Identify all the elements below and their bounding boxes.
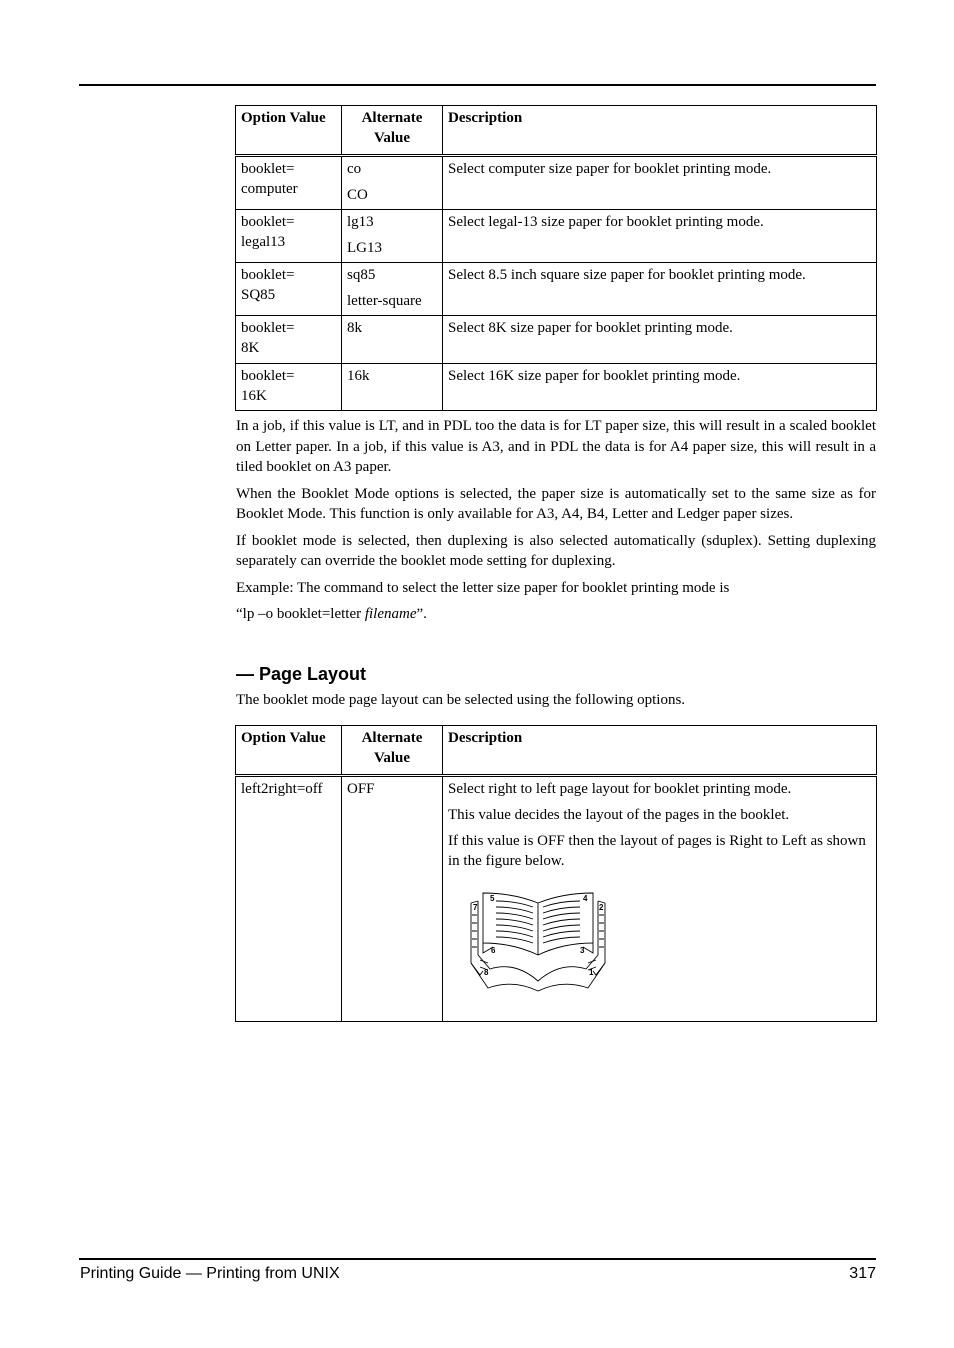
- paragraph: If booklet mode is selected, then duplexing is also selected automatically (sduplex). Setting duplexing separately can override the booklet mode setting for duplexing.: [236, 532, 876, 569]
- example-suffix: ”.: [416, 606, 427, 622]
- alt-cell: [342, 263, 443, 316]
- option-cell: [236, 263, 342, 316]
- table-row: [236, 156, 877, 210]
- paragraph: In a job, if this value is LT, and in PDL too the data is for LT paper size, this will result in a scaled booklet on Letter paper. In a job, if this value is A3, and in PDL the data is for A4 paper size, this will result in a tiled booklet on A3 paper.: [236, 418, 876, 475]
- option-text: 8K: [241, 340, 260, 356]
- header-option-value: Option Value: [236, 106, 342, 156]
- table-header-row: [236, 726, 877, 776]
- body-text: [236, 416, 876, 631]
- option-text: booklet=: [241, 368, 295, 384]
- page-number: 317: [849, 1265, 876, 1282]
- table-header-row: [236, 106, 877, 156]
- header-alternate-value: Alternate Value: [342, 726, 443, 776]
- option-text: computer: [241, 181, 298, 197]
- example-filename: filename: [364, 606, 417, 622]
- desc-line: If this value is OFF then the layout of pages is Right to Left as shown in the figure below.: [448, 833, 866, 869]
- booklet-layout-figure: [458, 885, 608, 1000]
- desc-cell: [443, 776, 877, 1022]
- desc-cell: Select 8K size paper for booklet printing mode.: [443, 316, 877, 364]
- figure-page-number: 6: [491, 946, 496, 955]
- alt-cell: [342, 210, 443, 263]
- option-cell: [236, 210, 342, 263]
- option-text: 16K: [241, 388, 267, 404]
- header-option-value: Option Value: [236, 726, 342, 776]
- alt-cell: OFF: [342, 776, 443, 1022]
- table-row: [236, 364, 877, 411]
- option-cell: [236, 364, 342, 411]
- desc-line: This value decides the layout of the pages in the booklet.: [448, 807, 790, 823]
- alt-cell: 8k: [342, 316, 443, 364]
- option-cell: [236, 156, 342, 210]
- alt-text: CO: [347, 187, 368, 203]
- desc-line: Select right to left page layout for booklet printing mode.: [448, 781, 792, 797]
- alt-text: LG13: [347, 240, 382, 256]
- option-text: SQ85: [241, 287, 276, 303]
- desc-cell: Select computer size paper for booklet printing mode.: [443, 156, 877, 210]
- option-text: booklet=: [241, 214, 295, 230]
- figure-page-number: 1: [589, 968, 594, 977]
- footer-title: Printing Guide — Printing from UNIX: [80, 1265, 340, 1282]
- header-description: Description: [443, 106, 877, 156]
- figure-page-number: 5: [490, 894, 495, 903]
- alt-cell: [342, 156, 443, 210]
- alt-cell: 16k: [342, 364, 443, 411]
- figure-page-number: 3: [580, 946, 585, 955]
- table-row: [236, 263, 877, 316]
- section-intro: The booklet mode page layout can be selected using the following options.: [236, 692, 686, 708]
- figure-page-number: 8: [484, 968, 489, 977]
- header-rule: [79, 84, 876, 86]
- footer-rule: [79, 1258, 876, 1260]
- option-cell: [236, 316, 342, 364]
- desc-cell: Select 16K size paper for booklet printing mode.: [443, 364, 877, 411]
- paragraph: When the Booklet Mode options is selected, the paper size is automatically set to the same size as for Booklet Mode. This function is only available for A3, A4, B4, Letter and Ledger paper sizes.: [236, 485, 876, 522]
- option-text: booklet=: [241, 161, 295, 177]
- desc-cell: Select 8.5 inch square size paper for booklet printing mode.: [443, 263, 877, 316]
- option-text: booklet=: [241, 320, 295, 336]
- section-heading: — Page Layout: [236, 664, 367, 684]
- option-text: legal13: [241, 234, 286, 250]
- alt-text: letter-square: [347, 293, 422, 309]
- example-prefix: “lp –o booklet=letter: [236, 606, 365, 622]
- paragraph: Example: The command to select the letter size paper for booklet printing mode is: [236, 579, 730, 596]
- figure-page-number: 7: [473, 903, 478, 912]
- figure-page-number: 2: [599, 903, 604, 912]
- table-row: [236, 776, 877, 1022]
- table-row: [236, 210, 877, 263]
- page-layout-table: [235, 725, 877, 1022]
- table-row: [236, 316, 877, 364]
- alt-text: sq85: [347, 267, 376, 283]
- alt-text: co: [347, 161, 362, 177]
- desc-cell: Select legal-13 size paper for booklet printing mode.: [443, 210, 877, 263]
- header-alternate-value: Alternate Value: [342, 106, 443, 156]
- alt-text: lg13: [347, 214, 374, 230]
- figure-page-number: 4: [583, 894, 588, 903]
- option-text: booklet=: [241, 267, 295, 283]
- booklet-size-table: [235, 105, 877, 411]
- header-description: Description: [443, 726, 877, 776]
- option-cell: left2right=off: [236, 776, 342, 1022]
- example-command: [236, 604, 876, 625]
